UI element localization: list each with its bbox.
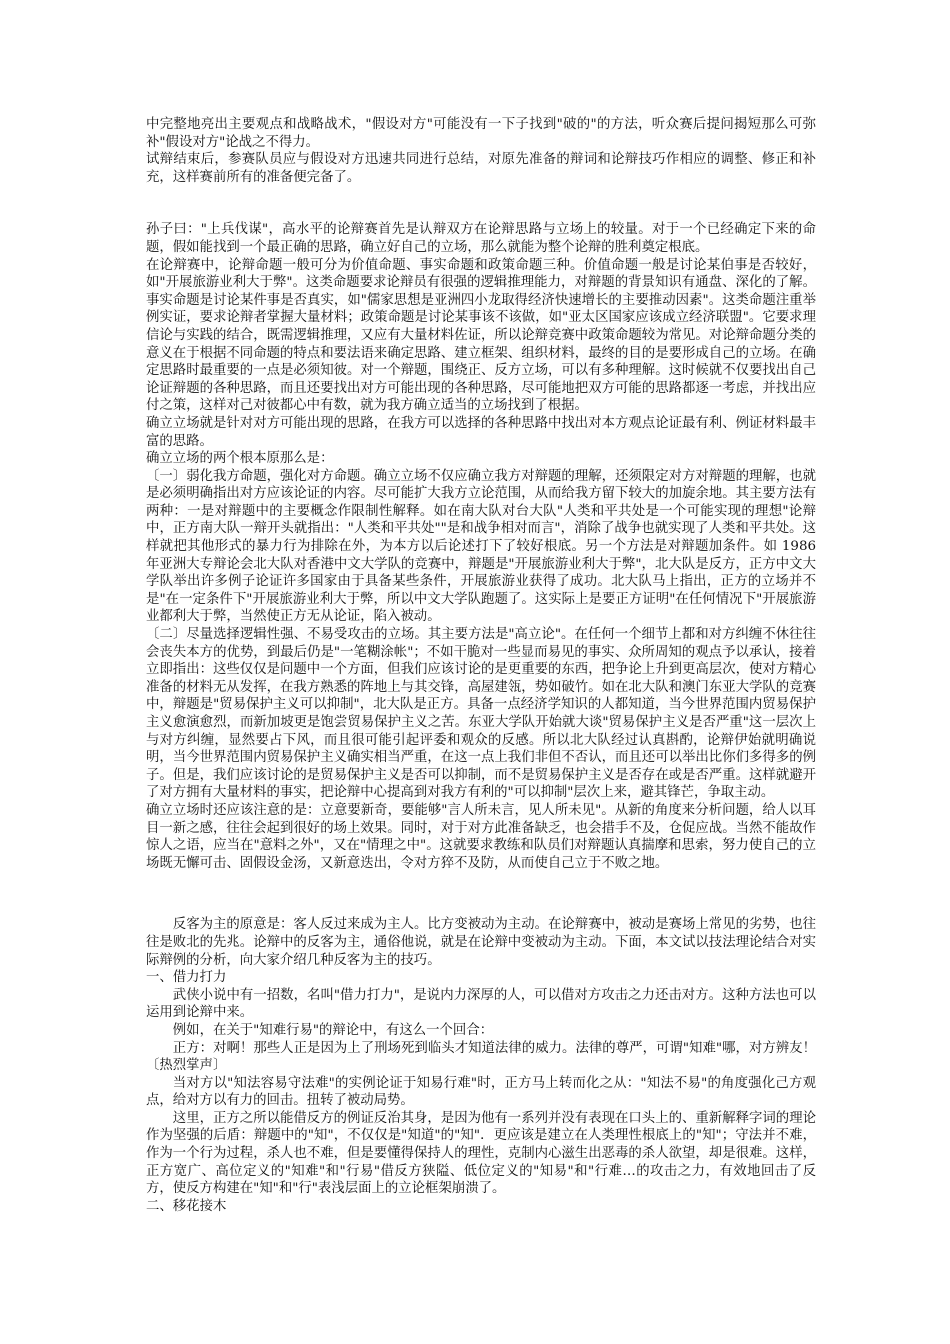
paragraph: 反客为主的原意是：客人反过来成为主人。比方变被动为主动。在论辩赛中，被动是赛场上常见的劣势，也往往是败北的先兆。论辩中的反客为主，通俗他说，就是在论辩中变被动为主动。下面，本文试以技法理论结合对实际辩例的分析，向大家介绍几种反客为主的技巧。 <box>146 917 816 968</box>
section-gap <box>146 872 816 916</box>
section-heading: 二、移花接木 <box>146 1198 227 1214</box>
paragraph: 试辩结束后，参赛队员应与假设对方迅速共同进行总结，对原先准备的辩词和论辩技巧作相应的调整、修正和补充，这样赛前所有的准备便完备了。 <box>146 152 816 185</box>
paragraph: 确立立场时还应该注意的是：立意要新奇，要能够"言人所未言，见人所未见"。从新的角度来分析问题，给人以耳目一新之感，往往会起到很好的场上效果。同时，对于对方此准备缺乏，也会措手不及，仓促应战。当然不能故作惊人之语，应当在"意料之外"，又在"情理之中"。这就要求教练和队员们对辩题认真揣摩和思索，努力使自己的立场既无懈可击、固假设金汤，又新意迭出，令对方猝不及防，从而使自己立于不败之地。 <box>146 802 816 871</box>
section-heading: 一、借力打力 <box>146 970 227 986</box>
paragraph: 这里，正方之所以能借反方的例证反治其身，是因为他有一系列并没有表现在口头上的、重新解释字词的理论作为坚强的后盾：辩题中的"知"，不仅仅是"知道"的"知"．更应该是建立在人类理性根底上的"知"；守法并不难，作为一个行为过程，杀人也不难，但是要懂得保持人的理性，克制内心滋生出恶毒的杀人欲望，却是很难。这样，正方宽广、高位定义的"知难"和"行易"借反方狭隘、低位定义的"知易"和"行难…的攻击之力，有效地回击了反方，使反方构建在"知"和"行"表浅层面上的立论框架崩溃了。 <box>146 1110 816 1197</box>
paragraph: 孙子曰："上兵伐谋"，高水平的论辩赛首先是认辩双方在论辩思路与立场上的较量。对于一个已经确定下来的命题，假如能找到一个最正确的思路，确立好自己的立场，那么就能为整个论辩的胜利奠定根底。 <box>146 222 816 255</box>
paragraph: 确立立场就是针对对方可能出现的思路，在我方可以选择的各种思路中找出对本方观点论证最有利、例证材料最丰富的思路。 <box>146 415 816 449</box>
paragraph: 例如，在关于"知难行易"的辩论中，有这么一个回合： <box>172 1022 494 1038</box>
paragraph: 〔二〕尽量选择逻辑性强、不易受攻击的立场。其主要方法是"高立论"。在任何一个细节上都和对方纠缠不休往往会丧失本方的优势，到最后仍是"一笔糊涂帐"；不如干脆对一些显而易见的事实、众所周知的观点予以承认，接着立即指出：这些仅仅是问题中一个方面，但我们应该讨论的是更重要的东西，把争论上升到更高层次，使对方精心准备的材料无从发挥，在我方熟悉的阵地上与其交锋，高屋建瓴，势如破竹。如在北大队和澳门东亚大学队的竞赛中，辩题是"贸易保护主义可以抑制"，北大队是正方。具备一点经济学知识的人都知道，当今世界范围内贸易保护主义愈演愈烈，而新加坡更是饱尝贸易保护主义之苦。东亚大学队开始就大谈"贸易保护主义是否严重"这一层次上与对方纠缠，显然要占下风，而且很可能引起评委和观众的反感。所以北大队经过认真斟酌，论辩伊始就明确说明，当今世界范围内贸易保护主义确实相当严重，在这一点上我们非但不否认，而且还可以举出比你们多得多的例子。但是，我们应该讨论的是贸易保护主义是否可以抑制，而不是贸易保护主义是否存在或是否严重。这样就避开了对方拥有大量材料的事实，把论辩中心提高到对我方有利的"可以抑制"层次上来，避其锋芒，争取主动。 <box>146 627 816 801</box>
paragraph: 〔一〕弱化我方命题，强化对方命题。确立立场不仅应确立我方对辩题的理解，还须限定对方对辩题的理解，也就是必须明确指出对方应该论证的内容。尽可能扩大我方立论范围，从而给我方留下较大的加旋余地。其主要方法有两种：一是对辩题中的主要概念作限制性解释。如在南大队对台大队"人类和平共处是一个可能实现的理想"论辩中，正方南大队一辩开头就指出："人类和平共处""是和战争相对而言"，消除了战争也就实现了人类和平共处。这样就把其他形式的暴力行为排除在外，为本方以后论述打下了较好根底。另一个方法是对辩题加条件。如 1986 年亚洲大专辩论会北大队对香港中文大学队的竞赛中，辩题是"开展旅游业利大于弊"，北大队是反方，正方中文大学队举出许多例子论证许多国家由于具备某些条件，开展旅游业获得了成功。北大队马上指出，正方的立场并不是"在一定条件下"开展旅游业利大于弊，所以中文大学队跑题了。这实际上是要正方证明"在任何情况下"开展旅游业都利大于弊，当然使正方无从论证，陷入被动。 <box>146 468 816 625</box>
paragraph: 正方：对啊！那些人正是因为上了刑场死到临头才知道法律的威力。法律的尊严，可谓"知难"哪，对方辨友！〔热烈掌声〕 <box>146 1040 816 1074</box>
document-page <box>146 116 816 1215</box>
paragraph: 武侠小说中有一招数，名叫"借力打力"，是说内力深厚的人，可以借对方攻击之力还击对方。这种方法也可以运用到论辩中来。 <box>146 987 816 1021</box>
paragraph: 在论辩赛中，论辩命题一般可分为价值命题、事实命题和政策命题三种。价值命题一般是讨论某伯事是否较好，如"开展旅游业利大于弊"。这类命题要求论辩员有很强的逻辑推理能力，对辩题的背景知识有通盘、深化的了解。事实命题是讨论某件事是否真实，如"儒家思想是亚洲四小龙取得经济快速增长的主要推动因素"。这类命题注重举例实证，要求论辩者掌握大量材料；政策命题是讨论某事该不该做，如"亚太区国家应该成立经济联盟"。它要求理信论与实践的结合，既需逻辑推理，又应有大量材料佐证，所以论辩竞赛中政策命题较为常见。对论辩命题分类的意义在于根据不同命题的特点和要法语来确定思路、建立框架、组织材料，最终的目的是要形成自己的立场。在确定思路时最重要的一点是必须知彼。对一个辩题，围绕正、反方立场，可以有多种理解。这时候就不仅要找出自己论证辩题的各种思路，而且还要找出对方可能出现的各种思路，尽可能地把双方可能的思路都逐一考虑，并找出应付之策，这样对己对彼都心中有数，就为我方确立适当的立场找到了根据。 <box>146 257 816 414</box>
paragraph: 当对方以"知法容易守法难"的实例论证于知易行难"时，正方马上转而化之从："知法不易"的角度强化己方观点，给对方以有力的回击。扭转了被动局势。 <box>146 1075 816 1109</box>
paragraph: 中完整地亮出主要观点和战略战术，"假设对方"可能没有一下子找到"破的"的方法，听众赛后提问揭短那么可弥补"假设对方"论战之不得力。 <box>146 117 816 150</box>
paragraph: 确立立场的两个根本原那么是： <box>146 451 334 467</box>
section-gap <box>146 186 816 221</box>
